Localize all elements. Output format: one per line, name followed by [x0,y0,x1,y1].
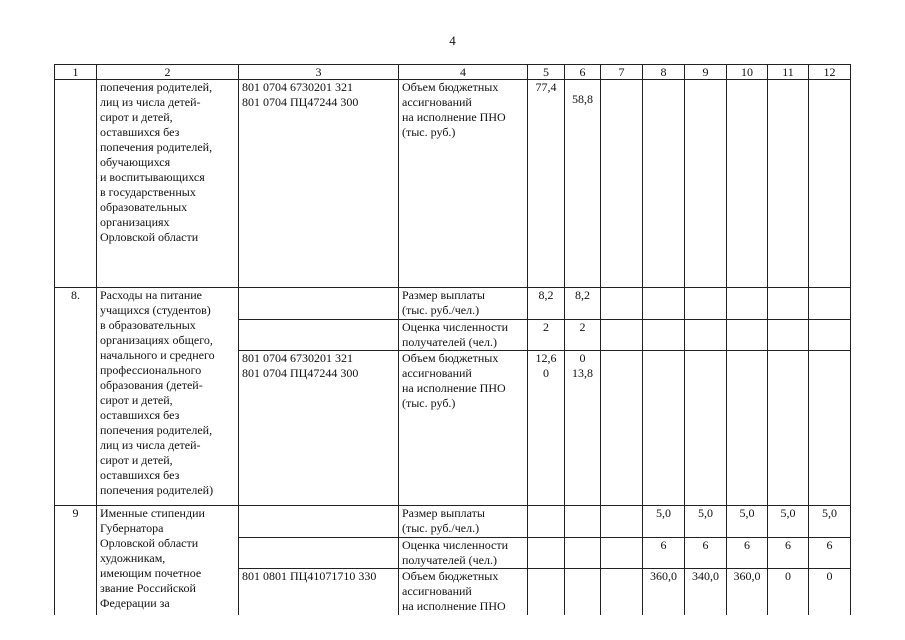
value-cell [685,80,727,288]
value-cell [809,288,851,320]
value-cell [643,80,685,288]
value-cell: 2 [565,320,601,351]
col-header: 7 [601,65,643,80]
value-cell: 6 [727,538,768,569]
value-cell: 5,0 [727,506,768,538]
value-cell [809,80,851,288]
table-row [55,288,851,320]
value-cell [565,538,601,569]
value-cell [601,506,643,538]
value-cell [601,288,643,320]
indicator-cell: Оценка численности получателей (чел.) [399,320,528,351]
value-cell: 8,2 [565,288,601,320]
value-cell [685,320,727,351]
value-cell: 360,0 [643,569,685,615]
value-cell: 0 [809,569,851,615]
value-cell [768,351,809,506]
value-cell [528,569,565,615]
value-cell: 0 13,8 [565,351,601,506]
col-header: 12 [809,65,851,80]
row-number-cell: 8. [55,288,97,506]
budget-code-cell [239,506,399,538]
value-cell: 6 [643,538,685,569]
value-cell: 340,0 [685,569,727,615]
budget-table [54,64,851,615]
budget-code-cell [239,538,399,569]
indicator-cell: Объем бюджетных ассигнований на исполнение ПНО (тыс. руб.) [399,80,528,288]
expense-name-cell: попечения родителей, лиц из числа детей- сирот и детей, оставшихся без попечения родителей, обучающихся и воспитывающихся в государственных образовательных организациях Орловской области [97,80,239,288]
value-cell [768,80,809,288]
value-cell [727,288,768,320]
value-cell [565,80,601,288]
indicator-cell: Размер выплаты (тыс. руб./чел.) [399,506,528,538]
value-cell: 6 [685,538,727,569]
table-row [55,80,851,288]
value-cell: 5,0 [685,506,727,538]
expense-name-cell: Расходы на питание учащихся (студентов) в образовательных организациях общего, начального и среднего профессионального образования (детей- сирот и детей, оставшихся без попечения родителей, лиц из числа детей- сирот и детей, оставшихся без попечения родителей) [97,288,239,506]
col-header: 9 [685,65,727,80]
indicator-cell: Объем бюджетных ассигнований на исполнение ПНО (тыс. руб.) [399,351,528,506]
value-cell [685,351,727,506]
budget-code-cell: 801 0704 6730201 321 801 0704 ПЦ47244 300 [239,351,399,506]
indicator-cell: Оценка численности получателей (чел.) [399,538,528,569]
budget-code-cell [239,288,399,320]
budget-code-cell: 801 0704 6730201 321 801 0704 ПЦ47244 300 [239,80,399,288]
page-number: 4 [449,33,456,48]
value-cell: 360,0 [727,569,768,615]
value-cell: 12,6 0 [528,351,565,506]
value-cell [727,320,768,351]
value-cell [809,320,851,351]
value-cell [727,351,768,506]
value-text: 58,8 [572,92,593,106]
expense-name-cell: Именные стипендии Губернатора Орловской области художникам, имеющим почетное звание Российской Федерации за [97,506,239,615]
value-cell [685,288,727,320]
value-cell [601,80,643,288]
col-header: 11 [768,65,809,80]
col-header: 8 [643,65,685,80]
value-cell: 6 [809,538,851,569]
value-cell [528,538,565,569]
value-cell [601,351,643,506]
value-cell: 5,0 [809,506,851,538]
value-cell: 5,0 [643,506,685,538]
value-cell: 5,0 [768,506,809,538]
budget-code-cell [239,320,399,351]
value-cell [643,320,685,351]
value-cell: 6 [768,538,809,569]
value-cell [727,80,768,288]
col-header: 4 [399,65,528,80]
value-cell [565,569,601,615]
value-cell [528,506,565,538]
value-cell [768,288,809,320]
row-number-cell: 9 [55,506,97,615]
value-cell [601,569,643,615]
col-header: 2 [97,65,239,80]
value-cell [601,538,643,569]
value-cell: 77,4 [528,80,565,288]
value-cell [643,288,685,320]
indicator-cell: Размер выплаты (тыс. руб./чел.) [399,288,528,320]
value-cell [768,320,809,351]
value-cell: 8,2 [528,288,565,320]
col-header: 10 [727,65,768,80]
value-cell [643,351,685,506]
indicator-cell: Объем бюджетных ассигнований на исполнение ПНО [399,569,528,615]
value-cell: 0 [768,569,809,615]
col-header: 5 [528,65,565,80]
value-cell [809,351,851,506]
table-row [55,506,851,538]
row-number-cell [55,80,97,288]
value-cell [565,506,601,538]
col-header: 6 [565,65,601,80]
value-cell: 2 [528,320,565,351]
col-header: 1 [55,65,97,80]
column-number-row [55,65,851,80]
col-header: 3 [239,65,399,80]
budget-code-cell: 801 0801 ПЦ41071710 330 [239,569,399,615]
value-cell [601,320,643,351]
